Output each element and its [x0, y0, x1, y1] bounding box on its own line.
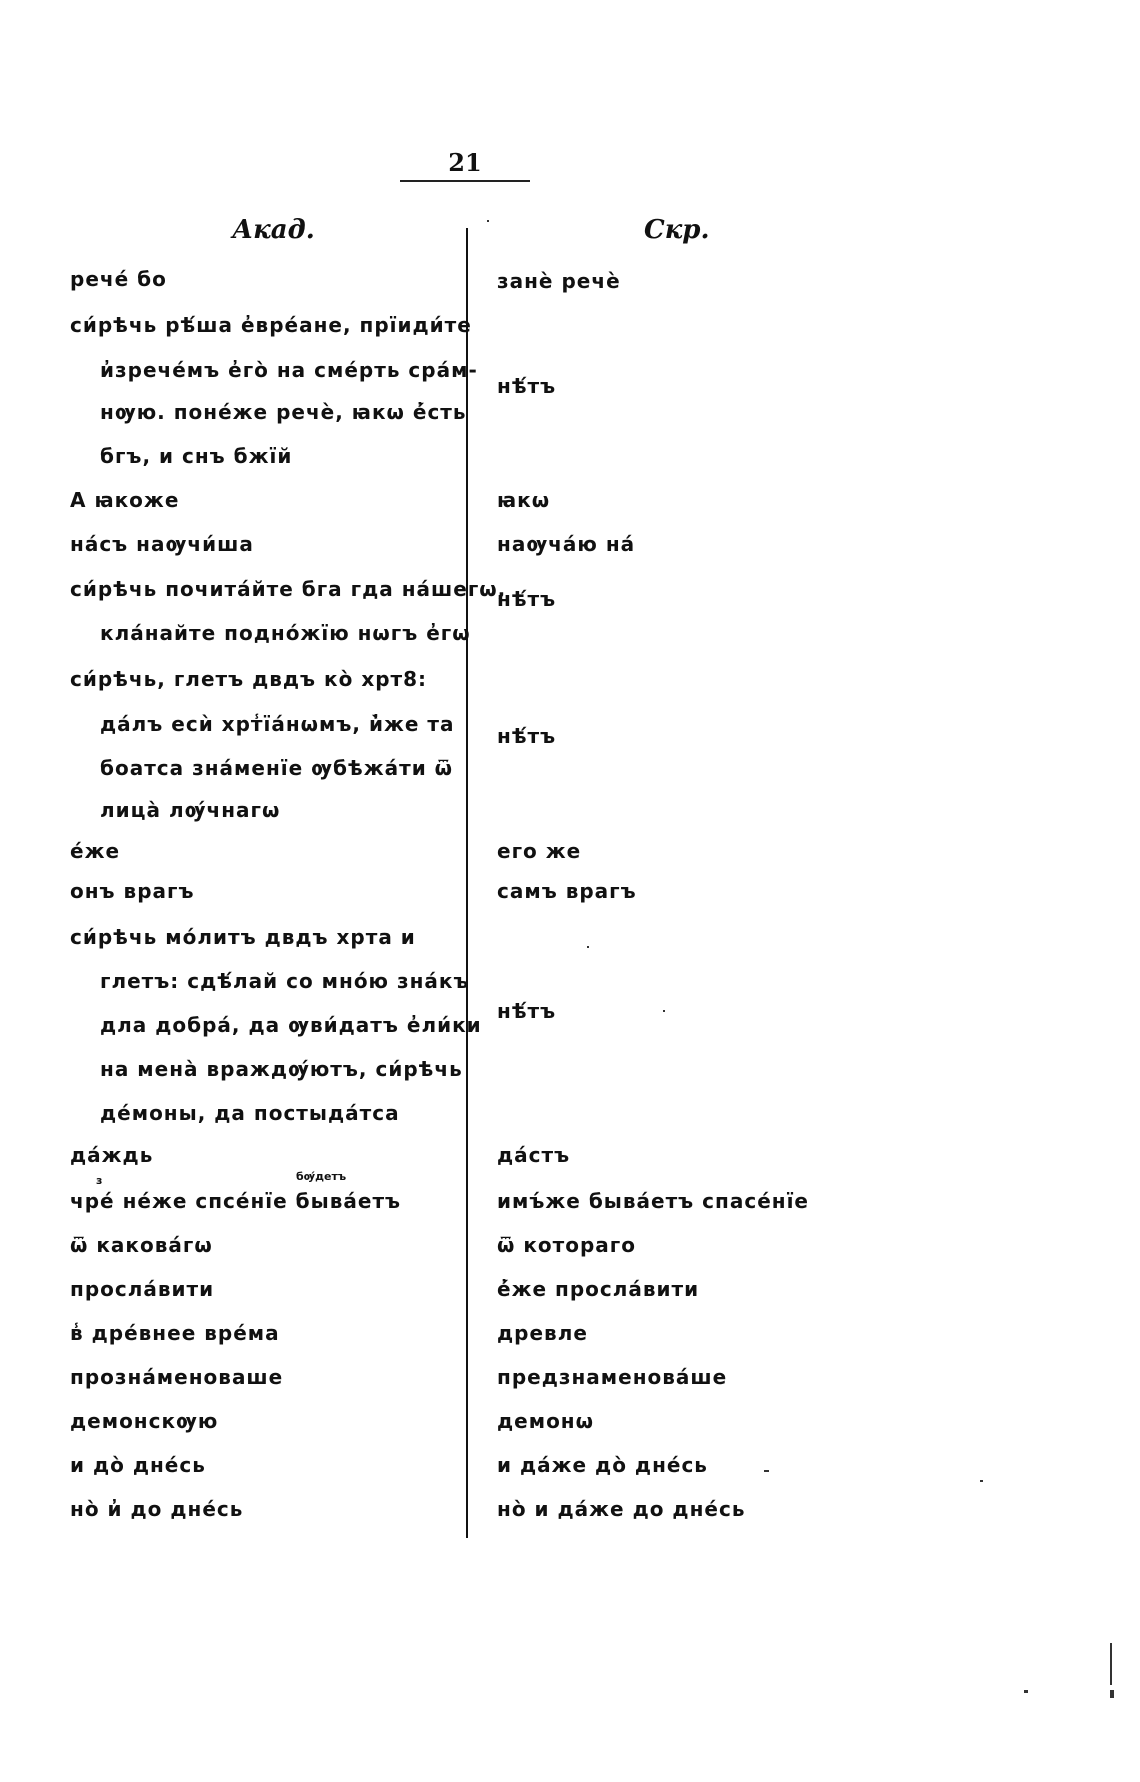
right-line: и да́же до̀ дне́сь: [497, 1453, 708, 1477]
left-line: чре́ не́же спсе́нїе быва́етъ: [70, 1189, 402, 1213]
left-line: де́моны, да постыда́тса: [100, 1101, 400, 1125]
right-line: но̀ и да́же до дне́сь: [497, 1497, 746, 1521]
left-column-header: Акад.: [232, 215, 315, 245]
left-superscript-z: з: [96, 1174, 103, 1187]
left-line: в̾ дре́внее вре́ма: [70, 1321, 280, 1345]
left-line: си́рѣчь, глетъ двдъ ко̀ хрт8:: [70, 667, 428, 691]
right-line: да́стъ: [497, 1143, 571, 1167]
right-line: нѣ́тъ: [497, 587, 557, 611]
left-line: прозна́меноваше: [70, 1365, 284, 1389]
left-line: но̀ и̓ до дне́сь: [70, 1497, 244, 1521]
left-line: глетъ: сдѣ́лай со мно́ю зна́къ: [100, 969, 470, 993]
scan-speck: [1110, 1690, 1114, 1698]
left-line: да́ждь: [70, 1143, 154, 1167]
left-line: нѹю. поне́же речѐ, ꙗкѡ е̓́сть: [100, 400, 467, 424]
scan-speck: [980, 1480, 983, 1482]
right-line: нѣ́тъ: [497, 999, 557, 1023]
left-line: ѿ какова́гѡ: [70, 1233, 213, 1257]
page-number-rule: [400, 180, 530, 182]
left-line: и̓зрече́мъ е̓го̀ на сме́рть сра́м-: [100, 358, 478, 382]
right-line: древле: [497, 1321, 588, 1345]
left-line: рече́ бо: [70, 267, 167, 291]
left-line: на́съ наѹчи́ша: [70, 532, 254, 556]
right-line: имъ́же быва́етъ спасе́нїе: [497, 1189, 809, 1213]
left-line: да́лъ есѝ хрт̾їа́нѡмъ, и̓̀же та: [100, 712, 455, 736]
left-line: онъ врагъ: [70, 879, 195, 903]
left-line: демонскѹю: [70, 1409, 219, 1433]
scan-speck: [587, 946, 589, 948]
left-line: лица̀ лѹ́чнагѡ: [100, 798, 281, 822]
scan-speck: [663, 1010, 665, 1012]
right-line: нѣ́тъ: [497, 724, 557, 748]
left-line: на мена̀ враждѹ́ютъ, си́рѣчь: [100, 1057, 463, 1081]
left-line: бгъ, и снъ бжїй: [100, 444, 293, 468]
scan-speck: [1024, 1690, 1028, 1693]
left-line: си́рѣчь почита́йте бга гда на́шегѡ,: [70, 577, 507, 601]
page-number: 21: [448, 148, 482, 177]
right-line: е̓́же просла́вити: [497, 1277, 700, 1301]
left-line: боатса зна́менїе ѹбѣжа́ти ѿ: [100, 756, 454, 780]
right-line: нѣ́тъ: [497, 374, 557, 398]
right-line: самъ врагъ: [497, 879, 637, 903]
left-line: А ꙗкоже: [70, 488, 180, 512]
left-superscript-budet: бѹ́детъ: [296, 1170, 347, 1183]
scan-speck: [764, 1470, 769, 1472]
left-line: си́рѣчь рѣ́ша е̓вре́ане, прїиди́те: [70, 313, 472, 337]
right-line: ѿ котораго: [497, 1233, 636, 1257]
right-column-header: Скр.: [644, 215, 710, 245]
right-line: предзнаменова́ше: [497, 1365, 728, 1389]
left-line: дла добра́, да ѹви́датъ е̓ли́ки: [100, 1013, 482, 1037]
left-line: и до̀ дне́сь: [70, 1453, 206, 1477]
left-line: си́рѣчь мо́литъ двдъ хрта и: [70, 925, 416, 949]
right-line: демонѡ: [497, 1409, 595, 1433]
left-line: просла́вити: [70, 1277, 215, 1301]
right-line: занѐ речѐ: [497, 269, 621, 293]
left-line: кла́найте подно́жїю нѡгъ е̓гѡ: [100, 621, 471, 645]
left-line: е́же: [70, 839, 121, 863]
scan-speck: [487, 220, 489, 222]
right-line: наѹча́ю на́: [497, 532, 636, 556]
scan-speck: [1110, 1643, 1112, 1685]
right-line: ꙗкѡ: [497, 488, 551, 512]
right-line: его же: [497, 839, 582, 863]
